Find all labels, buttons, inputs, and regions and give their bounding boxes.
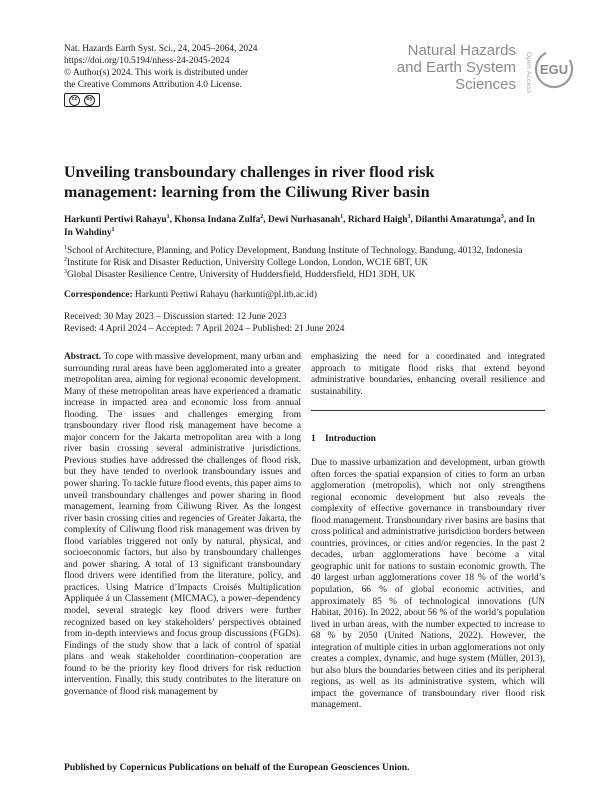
affiliation — [64, 269, 544, 281]
abstract — [64, 352, 301, 698]
author-affiliation-mark: 1 — [166, 213, 170, 220]
affiliation-text: Institute for Risk and Disaster Reduction, University College London, London, WC1E 6BT, UK — [67, 258, 429, 268]
affiliation-number: 1 — [64, 244, 67, 251]
author-affiliation-mark: 3 — [500, 213, 504, 220]
correspondence-text: Harkunti Pertiwi Rahayu (harkunti@pl.itb.ac.id) — [134, 290, 317, 300]
cc-license-badge[interactable] — [64, 93, 100, 107]
dates-published: Revised: 4 April 2024 – Accepted: 7 April 2024 – Published: 21 June 2024 — [64, 324, 345, 334]
abstract-label: Abstract. — [64, 352, 102, 362]
abstract-text: To cope with massive development, many urban and surrounding rural areas have been agglomerated into a greater metropolitan area, aiming for regional economic development. Many of these metropolitan areas have experienced a dramatic increase in impacted area and economic loss from annual flooding. The issues and challenges emerging from transboundary river flood risk management have become a major concern for the Jakarta metropolitan area with a long river basin crossing several administrative jurisdictions. Previous studies have addressed the challenges of flood risk, but they have tended to overlook transboundary issues and power sharing. To tackle future flood events, this paper aims to unveil transboundary challenges and power sharing in flood management, learning from Ciliwung River. As the longest river basin crossing cities and regencies of Greater Jakarta, the complexity of Ciliwung flood risk management was driven by flood variables triggered not only by natural, physical, and socioeconomic factors, but also by transboundary challenges and power sharing. A total of 13 significant transboundary flood drivers were identified from the literature, policy, and practices. Using Matrice d’Impacts Croisés Multiplication Appliquée á un Classement (MICMAC), a power–dependency model, several strategic key flood drivers were further recognized based on key stakeholders’ perspectives obtained from in-depth interviews and focus group discussions (FGDs). Findings of the study show that a lack of control of spatial plans and weak stakeholder coordination–cooperation are found to be the priority key flood drivers for risk reduction intervention. Finally, this study contributes to the literature on governance of flood risk management by — [64, 352, 301, 697]
by-icon: by — [84, 95, 95, 106]
abstract-continued: emphasizing the need for a coordinated and integrated approach to mitigate flood risks that extend beyond administrative boundaries, enhancing overall resilience and sustainability. — [311, 352, 545, 397]
journal-name — [397, 42, 516, 93]
title-line: Unveiling transboundary challenges in river flood risk — [64, 164, 435, 181]
open-access-label: Open Access — [525, 52, 532, 94]
affiliation — [64, 245, 544, 257]
author-list — [64, 214, 544, 239]
correspondence — [64, 290, 317, 300]
affiliation-list — [64, 245, 544, 281]
affiliation-number: 3 — [64, 268, 67, 275]
citation-license: the Creative Commons Attribution 4.0 License. — [64, 80, 242, 90]
author-name: Harkunti Pertiwi Rahayu — [64, 215, 167, 225]
dates-received: Received: 30 May 2023 – Discussion started: 12 June 2023 — [64, 312, 287, 322]
author-separator: , — [169, 215, 175, 225]
author-name: Dewi Nurhasanah — [267, 215, 341, 225]
author-affiliation-mark: 1 — [340, 213, 344, 220]
egu-logo-text: EGU — [539, 62, 569, 77]
affiliation — [64, 257, 544, 269]
affiliation-text: School of Architecture, Planning, and Policy Development, Bandung Institute of Technology, Bandung, 40132, Indonesia — [67, 246, 523, 256]
title-line: management: learning from the Ciliwung River basin — [64, 184, 430, 201]
author-name: Khonsa Indana Zulfa — [174, 215, 261, 225]
journal-name-line: Natural Hazards — [407, 42, 516, 59]
journal-name-line: Sciences — [455, 76, 516, 93]
author-separator: , — [263, 215, 268, 225]
citation-block — [64, 43, 344, 91]
journal-name-line: and Earth System — [396, 59, 516, 76]
author-separator: , and — [503, 215, 527, 225]
author-separator: , — [343, 215, 348, 225]
author-affiliation-mark: 3 — [407, 213, 411, 220]
paper-title — [64, 163, 544, 203]
author-name: Richard Haigh — [347, 215, 408, 225]
cc-icon: cc — [69, 95, 80, 106]
author-name: In In Wahdiny — [64, 215, 535, 238]
citation-copyright: © Author(s) 2024. This work is distributed under — [64, 68, 249, 78]
author-name: Dilanthi Amaratunga — [415, 215, 501, 225]
author-affiliation-mark: 2 — [260, 213, 264, 220]
citation-journal: Nat. Hazards Earth Syst. Sci., 24, 2045–2064, 2024 — [64, 44, 258, 54]
publisher-footer: Published by Copernicus Publications on behalf of the European Geosciences Union. — [64, 762, 410, 773]
egu-logo — [534, 49, 574, 89]
section-title: Introduction — [325, 434, 376, 444]
correspondence-label: Correspondence: — [64, 290, 133, 300]
abstract-divider — [311, 410, 545, 411]
section-heading — [311, 434, 376, 444]
author-separator: , — [410, 215, 416, 225]
author-affiliation-mark: 1 — [111, 226, 115, 233]
introduction-text: Due to massive urbanization and development, urban growth often forces the spatial expansion of cities to form an urban agglomeration (metropolis), which not only strengthens regional economic development but also reveals the complexity of effective governance in transboundary river flood management. Transboundary river basins are basins that cross political and administrative jurisdiction borders between countries, provinces, or cities and/or regencies. In the past 2 decades, urban agglomerations have become a vital geographic unit for nations to sustain economic growth. The 40 largest urban agglomerations cover 18 % of the world’s population, 66 % of global economic activities, and approximately 85 % of technological innovations (UN Habitat, 2016). In 2022, about 56 % of the world’s population lived in urban areas, with the number expected to increase to 68 % by 2050 (United Nations, 2022). However, the integration of multiple cities in urban agglomerations not only creates a complex, dynamic, and huge system (Müller, 2013), but also blurs the boundaries between cities and its peripheral regions, as well as its administrative system, which will impact the governance of transboundary river flood risk management. — [311, 458, 545, 711]
affiliation-number: 2 — [64, 256, 67, 263]
citation-doi[interactable]: https://doi.org/10.5194/nhess-24-2045-2024 — [64, 56, 230, 66]
section-number: 1 — [311, 434, 316, 444]
affiliation-text: Global Disaster Resilience Centre, University of Huddersfield, Huddersfield, HD1 3DH, UK — [67, 270, 416, 280]
article-dates — [64, 311, 344, 335]
